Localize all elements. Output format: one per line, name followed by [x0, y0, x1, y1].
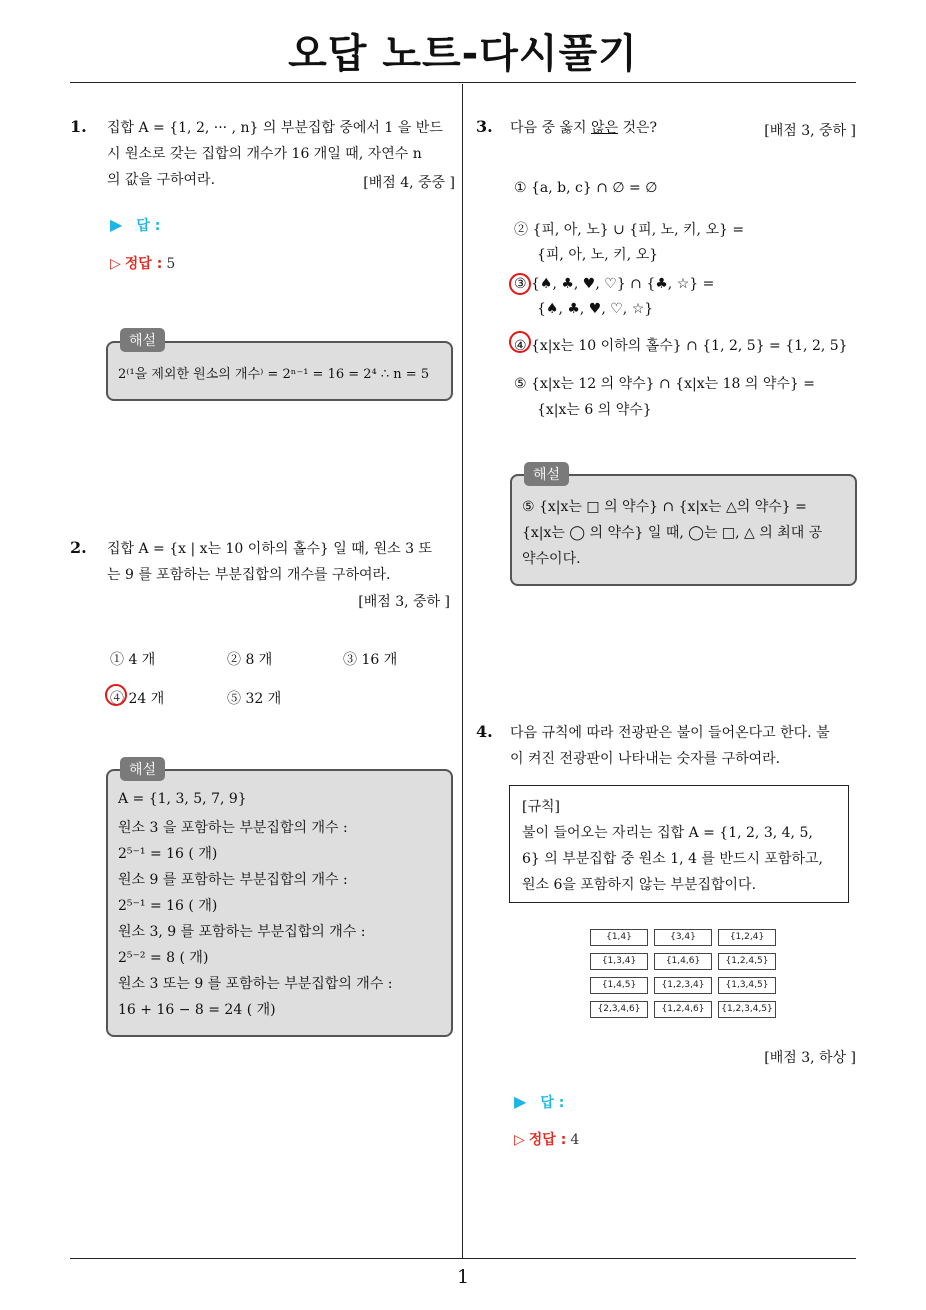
page-number: 1 [456, 1266, 470, 1288]
explanation-tag: 해설 [120, 328, 165, 352]
score-label: [배점 4, 중중 ] [363, 175, 455, 191]
question-number: 1. [70, 117, 87, 136]
explanation-line: 16 + 16 − 8 = 24 ( 개) [118, 1002, 276, 1018]
grid-cell: {1,2,4,5} [718, 953, 776, 970]
grid-cell: {1,3,4} [590, 953, 648, 970]
explanation-line: ⑤ {x|x는 □ 의 약수} ∩ {x|x는 △의 약수} = [522, 499, 807, 515]
question-number: 4. [476, 722, 493, 741]
question-line: 는 9 를 포함하는 부분집합의 개수를 구하여라. [107, 567, 391, 583]
grid-cell: {1,2,3,4,5} [718, 1001, 776, 1018]
explanation-box [510, 474, 857, 586]
rule-line: 원소 6을 포함하지 않는 부분집합이다. [522, 877, 757, 893]
rule-line: 불이 들어오는 자리는 집합 A = {1, 2, 3, 4, 5, [522, 825, 813, 841]
explanation-tag: 해설 [120, 757, 165, 781]
emphasis-underline: 않은 [590, 120, 619, 136]
option-3[interactable]: ③ 16 개 [343, 652, 398, 668]
option-2[interactable]: ② {피, 아, 노} ∪ {피, 노, 키, 오} = [514, 222, 745, 238]
explanation-line: 2⁽¹을 제외한 원소의 개수⁾ = 2ⁿ⁻¹ = 16 = 2⁴ ∴ n = 5 [118, 367, 430, 382]
option-2-continued: {피, 아, 노, 키, 오} [537, 247, 659, 263]
option-1[interactable]: ① 4 개 [110, 652, 156, 668]
score-label: [배점 3, 중하 ] [764, 123, 856, 139]
option-5[interactable]: ⑤ {x|x는 12 의 약수} ∩ {x|x는 18 의 약수} = [514, 376, 815, 392]
grid-cell: {1,3,4,5} [718, 977, 776, 994]
explanation-line: {x|x는 ◯ 의 약수} 일 때, ◯는 □, △ 의 최대 공 [522, 525, 823, 541]
explanation-line: 원소 3 또는 9 를 포함하는 부분집합의 개수 : [118, 976, 393, 992]
page-title: 오답 노트-다시풀기 [288, 31, 638, 77]
explanation-line: 2⁵⁻¹ = 16 ( 개) [118, 846, 218, 862]
explanation-line: 원소 3, 9 를 포함하는 부분집합의 개수 : [118, 924, 366, 940]
explanation-tag: 해설 [524, 462, 569, 486]
grid-cell: {1,2,4} [718, 929, 776, 946]
triangle-outline-icon: ▷ [514, 1132, 525, 1148]
triangle-outline-icon: ▷ [110, 256, 121, 272]
header-divider [70, 82, 856, 83]
column-divider [462, 84, 463, 1259]
rule-box [509, 785, 849, 903]
wrong-answer-mark-icon [105, 684, 127, 706]
rule-line: 6} 의 부분집합 중 원소 1, 4 를 반드시 포함하고, [522, 851, 823, 867]
explanation-line: A = {1, 3, 5, 7, 9} [118, 791, 247, 807]
question-line: 다음 규칙에 따라 전광판은 불이 들어온다고 한다. 불 [510, 725, 830, 741]
question-line: 의 값을 구하여라. [107, 172, 216, 188]
option-5-continued: {x|x는 6 의 약수} [537, 402, 652, 418]
wrong-answer-mark-icon [509, 273, 531, 295]
explanation-line: 2⁵⁻¹ = 16 ( 개) [118, 898, 218, 914]
explanation-line: 원소 3 을 포함하는 부분집합의 개수 : [118, 820, 348, 836]
correct-answer: ▷ 정답 : 5 [110, 256, 176, 272]
question-text: 다음 중 옳지 않은 것은? [510, 120, 658, 136]
option-4[interactable]: ④ {x|x는 10 이하의 홀수} ∩ {1, 2, 5} = {1, 2, 5} [514, 338, 848, 354]
option-1[interactable]: ① {a, b, c} ∩ ∅ = ∅ [514, 180, 658, 196]
option-4[interactable]: ④ 24 개 [110, 691, 165, 707]
question-number: 2. [70, 538, 87, 557]
score-label: [배점 3, 중하 ] [358, 594, 450, 610]
play-icon: ▶ [514, 1092, 527, 1111]
grid-cell: {3,4} [654, 929, 712, 946]
question-text [107, 536, 455, 588]
answer-field[interactable]: ▶ 답 : [514, 1092, 565, 1111]
explanation-line: 원소 9 를 포함하는 부분집합의 개수 : [118, 872, 348, 888]
answer-field[interactable]: ▶ 답 : [110, 215, 161, 234]
rule-line: [규칙] [522, 799, 560, 815]
option-2[interactable]: ② 8 개 [227, 652, 273, 668]
option-3-continued: {♠, ♣, ♥, ♡, ☆} [537, 301, 654, 317]
grid-cell: {1,2,3,4} [654, 977, 712, 994]
grid-cell: {2,3,4,6} [590, 1001, 648, 1018]
wrong-answer-mark-icon [509, 331, 531, 353]
explanation-box [106, 769, 453, 1037]
grid-cell: {1,4,6} [654, 953, 712, 970]
question-line: 집합 A = {x | x는 10 이하의 홀수} 일 때, 원소 3 또 [107, 541, 432, 557]
grid-cell: {1,2,4,6} [654, 1001, 712, 1018]
grid-cell: {1,4} [590, 929, 648, 946]
question-line: 집합 A = {1, 2, ··· , n} 의 부분집합 중에서 1 을 반드 [107, 120, 443, 136]
grid-cell: {1,4,5} [590, 977, 648, 994]
explanation-line: 약수이다. [522, 551, 581, 567]
play-icon: ▶ [110, 215, 123, 234]
explanation-line: 2⁵⁻² = 8 ( 개) [118, 950, 209, 966]
correct-answer: ▷ 정답 : 4 [514, 1132, 580, 1148]
question-number: 3. [476, 117, 493, 136]
question-line: 이 켜진 전광판이 나타내는 숫자를 구하여라. [510, 751, 781, 767]
question-text [510, 720, 858, 772]
option-3[interactable]: ③ {♠, ♣, ♥, ♡} ∩ {♣, ☆} = [514, 276, 715, 292]
option-5[interactable]: ⑤ 32 개 [227, 691, 282, 707]
footer-divider [70, 1258, 856, 1259]
question-line: 시 원소로 갖는 집합의 개수가 16 개일 때, 자연수 n [107, 146, 422, 162]
score-label: [배점 3, 하상 ] [764, 1050, 856, 1066]
